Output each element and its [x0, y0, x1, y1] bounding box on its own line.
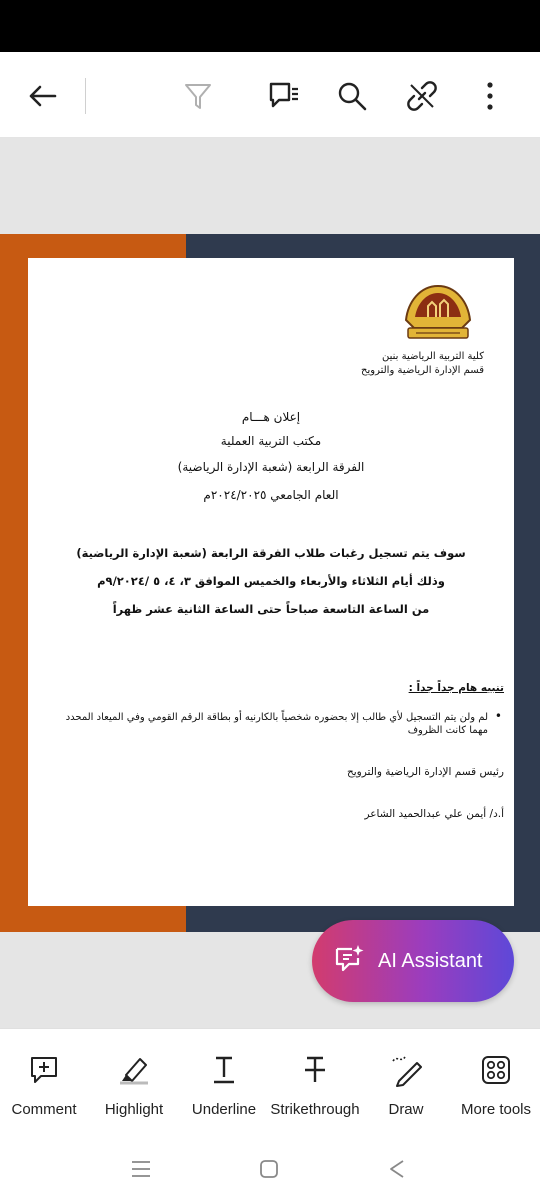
- tool-label: More tools: [460, 1101, 532, 1118]
- status-bar: [0, 0, 540, 52]
- tool-more-tools[interactable]: [454, 1029, 538, 1139]
- academic-year: العام الجامعي ٢٠٢٤/٢٠٢٥م: [203, 488, 339, 502]
- underline-icon: [207, 1053, 241, 1087]
- signature-title: رئيس قسم الإدارة الرياضية والترويح: [346, 766, 504, 778]
- grade-line: الفرقة الرابعة (شعبة الإدارة الرياضية): [177, 460, 365, 474]
- tool-label: Underline: [191, 1101, 257, 1118]
- strikethrough-icon: [298, 1053, 332, 1087]
- tool-draw[interactable]: [376, 1029, 436, 1139]
- signature-name: أ.د/ أيمن علي عبدالحميد الشاعر: [364, 808, 504, 820]
- announcement-heading: إعلان هـــام: [241, 410, 301, 424]
- notice-item: • لم ولن يتم التسجيل لأي طالب إلا بحضوره شخصياً بالكارنيه أو بطاقة الرقم القومي وفي الميعاد المحدد مهما كانت الظروف: [44, 711, 504, 737]
- search-icon[interactable]: [332, 76, 372, 116]
- tool-label: Draw: [388, 1101, 424, 1118]
- document-viewer[interactable]: [0, 138, 540, 1028]
- tool-label: Strikethrough: [270, 1101, 360, 1118]
- top-toolbar: [0, 52, 540, 138]
- comments-list-icon[interactable]: [264, 76, 304, 116]
- ai-sparkle-icon: [334, 944, 366, 978]
- tool-comment[interactable]: [4, 1029, 84, 1139]
- recent-apps-icon[interactable]: [128, 1156, 154, 1182]
- more-vertical-icon[interactable]: [470, 76, 510, 116]
- pen-draw-icon: [389, 1053, 423, 1087]
- tool-label: Comment: [11, 1101, 77, 1118]
- body-line-2: وذلك أيام الثلاثاء والأربعاء والخميس الموافق ٣، ٤، ٥ /٩/٢٠٢٤م: [97, 574, 445, 588]
- back-nav-icon[interactable]: [384, 1156, 410, 1182]
- toolbar-divider: [85, 78, 86, 114]
- comment-add-icon: [27, 1053, 61, 1087]
- university-logo-icon: [402, 284, 474, 342]
- ai-assistant-label: AI Assistant: [378, 949, 483, 972]
- tool-underline[interactable]: [186, 1029, 262, 1139]
- home-icon[interactable]: [256, 1156, 282, 1182]
- body-line-3: من الساعة التاسعة صباحاً حتى الساعة الثانية عشر ظهراً: [112, 602, 430, 616]
- ai-assistant-button[interactable]: [312, 920, 514, 1002]
- body-line-1: سوف يتم تسجيل رغبات طلاب الفرقة الرابعة (شعبة الإدارة الرياضية): [76, 546, 466, 560]
- link-icon[interactable]: [402, 76, 442, 116]
- college-name: [361, 350, 484, 378]
- back-arrow-icon[interactable]: [22, 76, 62, 116]
- office-name: مكتب التربية العملية: [220, 434, 322, 448]
- document-page: [0, 234, 540, 932]
- filter-icon[interactable]: [178, 76, 218, 116]
- highlighter-icon: [117, 1053, 151, 1087]
- tool-strikethrough[interactable]: [264, 1029, 366, 1139]
- grid-tools-icon: [479, 1053, 513, 1087]
- notice-title: تنبيه هام جداً جداً :: [408, 682, 504, 694]
- college-line-1: كلية التربية الرياضية بنين: [382, 351, 484, 362]
- tool-highlight[interactable]: [96, 1029, 172, 1139]
- tool-label: Highlight: [104, 1101, 164, 1118]
- bottom-tools-bar: [0, 1028, 540, 1138]
- system-nav-bar: [0, 1138, 540, 1200]
- announcement-sheet: [28, 258, 514, 906]
- college-line-2: قسم الإدارة الرياضية والترويح: [361, 365, 484, 376]
